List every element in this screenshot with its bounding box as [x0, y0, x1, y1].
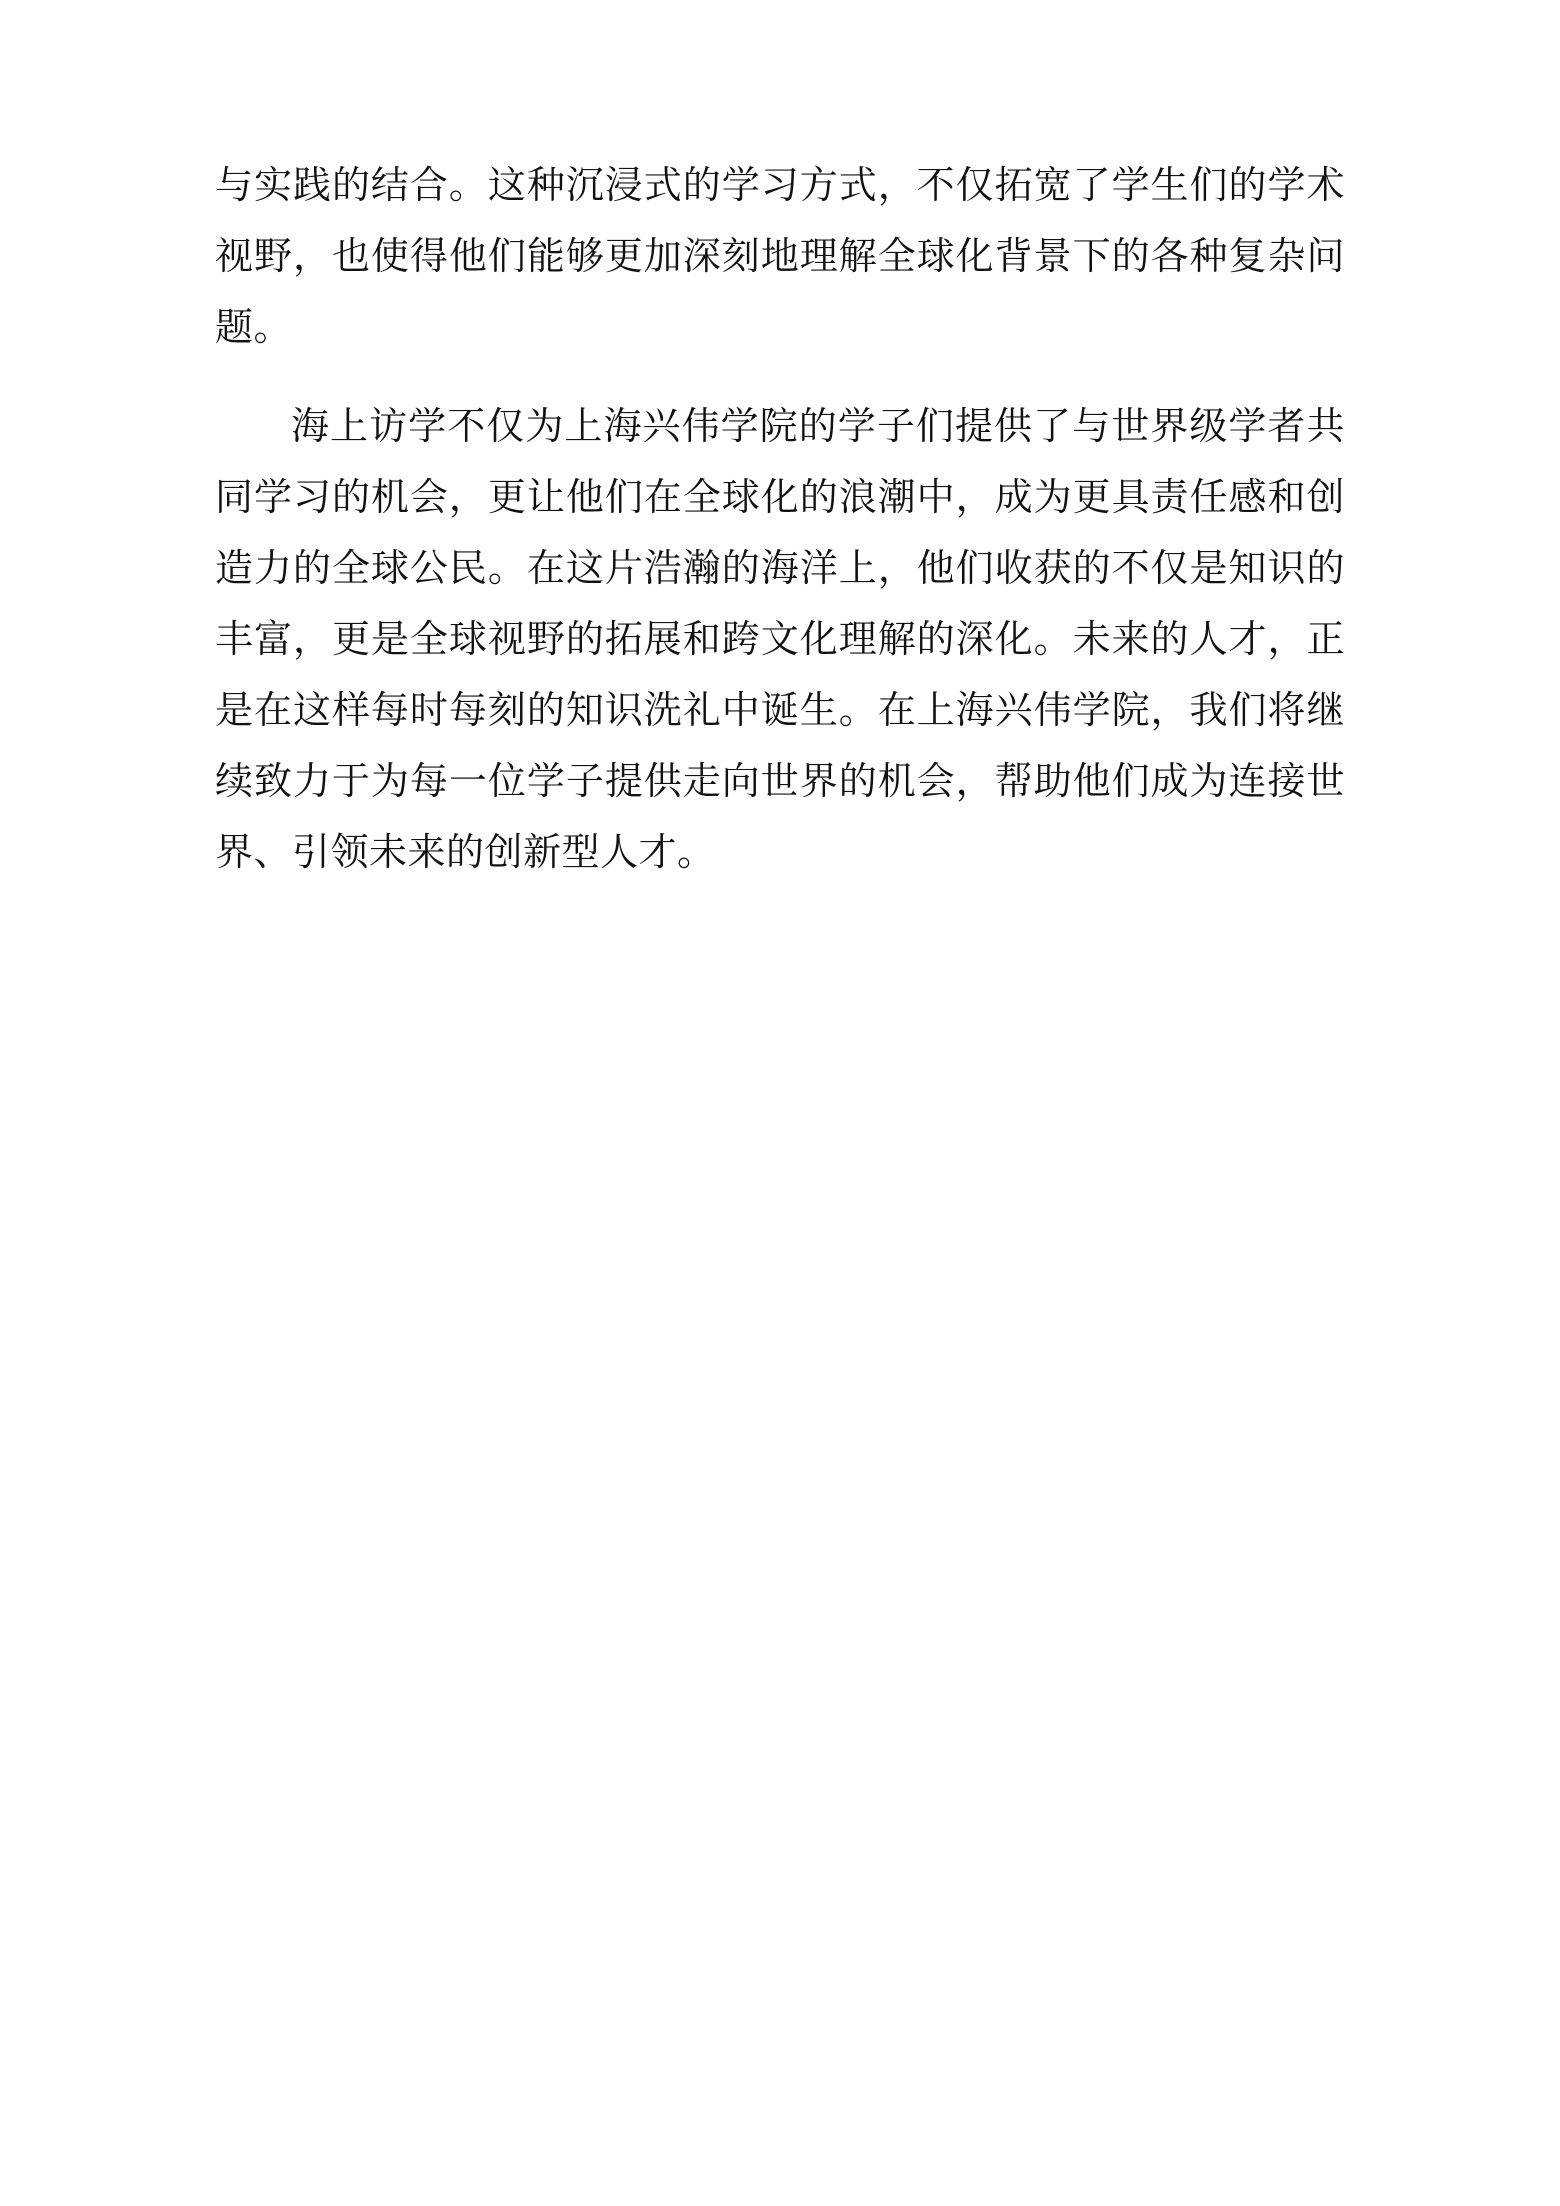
- paragraph-1: 与实践的结合。这种沉浸式的学习方式，不仅拓宽了学生们的学术视野，也使得他们能够更加深刻地理解全球化背景下的各种复杂问题。: [215, 163, 1345, 349]
- paragraph-2: 海上访学不仅为上海兴伟学院的学子们提供了与世界级学者共同学习的机会，更让他们在全球化的浪潮中，成为更具责任感和创造力的全球公民。在这片浩瀚的海洋上，他们收获的不仅是知识的丰富，更是全球视野的拓展和跨文化理解的深化。未来的人才，正是在这样每时每刻的知识洗礼中诞生。在上海兴伟学院，我们将继续致力于为每一位学子提供走向世界的机会，帮助他们成为连接世界、引领未来的创新型人才。: [215, 404, 1345, 874]
- document-body: [215, 150, 1345, 888]
